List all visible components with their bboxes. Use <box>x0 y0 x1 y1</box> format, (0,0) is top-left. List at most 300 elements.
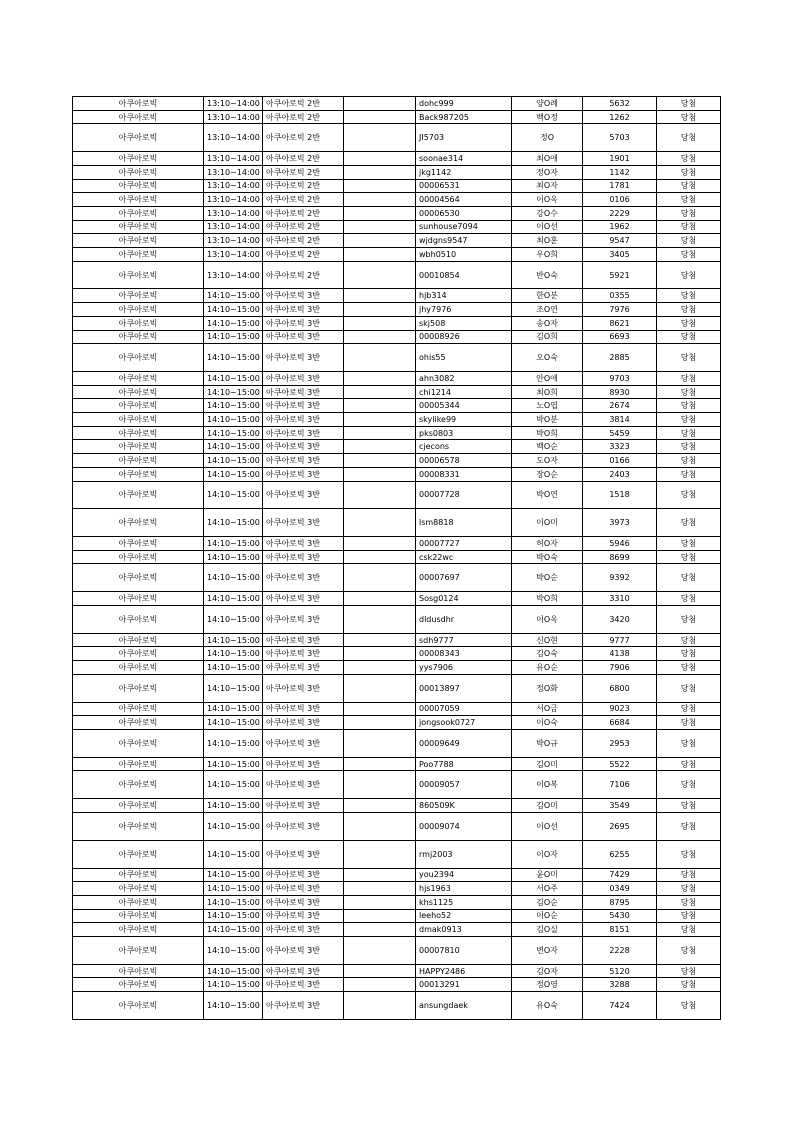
program-cell: 아쿠아로빅 <box>73 674 204 702</box>
phone-suffix-cell: 3323 <box>583 440 657 454</box>
time-cell: 13:10~14:00 <box>204 247 263 261</box>
blank-cell <box>344 674 416 702</box>
class-cell: 아쿠아로빅 3반 <box>263 647 344 661</box>
table-row <box>73 220 721 234</box>
table-row <box>73 550 721 564</box>
result-cell: 당첨 <box>657 467 721 481</box>
user-id-cell: dldusdhr <box>416 605 512 633</box>
blank-cell <box>344 730 416 758</box>
time-cell: 14:10~15:00 <box>204 592 263 606</box>
phone-suffix-cell: 6693 <box>583 330 657 344</box>
class-cell: 아쿠아로빅 3반 <box>263 385 344 399</box>
user-id-cell: 00007810 <box>416 937 512 965</box>
table-row <box>73 152 721 166</box>
result-cell: 당첨 <box>657 124 721 152</box>
program-cell: 아쿠아로빅 <box>73 592 204 606</box>
user-id-cell: JI5703 <box>416 124 512 152</box>
table-row <box>73 97 721 111</box>
user-id-cell: ohis55 <box>416 344 512 372</box>
time-cell: 14:10~15:00 <box>204 757 263 771</box>
blank-cell <box>344 661 416 675</box>
name-cell: 박O분 <box>512 413 583 427</box>
table-row <box>73 674 721 702</box>
phone-suffix-cell: 8621 <box>583 316 657 330</box>
time-cell: 14:10~15:00 <box>204 509 263 537</box>
phone-suffix-cell: 5921 <box>583 261 657 289</box>
blank-cell <box>344 440 416 454</box>
result-cell: 당첨 <box>657 234 721 248</box>
blank-cell <box>344 771 416 799</box>
program-cell: 아쿠아로빅 <box>73 799 204 813</box>
time-cell: 14:10~15:00 <box>204 978 263 992</box>
phone-suffix-cell: 8699 <box>583 550 657 564</box>
result-cell: 당첨 <box>657 605 721 633</box>
class-cell: 아쿠아로빅 3반 <box>263 923 344 937</box>
phone-suffix-cell: 4138 <box>583 647 657 661</box>
program-cell: 아쿠아로빅 <box>73 937 204 965</box>
program-cell: 아쿠아로빅 <box>73 372 204 386</box>
time-cell: 14:10~15:00 <box>204 674 263 702</box>
time-cell: 14:10~15:00 <box>204 882 263 896</box>
result-cell: 당첨 <box>657 647 721 661</box>
result-cell: 당첨 <box>657 179 721 193</box>
phone-suffix-cell: 1142 <box>583 165 657 179</box>
result-cell: 당첨 <box>657 909 721 923</box>
program-cell: 아쿠아로빅 <box>73 193 204 207</box>
result-cell: 당첨 <box>657 937 721 965</box>
program-cell: 아쿠아로빅 <box>73 633 204 647</box>
time-cell: 14:10~15:00 <box>204 661 263 675</box>
name-cell: 김O희 <box>512 330 583 344</box>
class-cell: 아쿠아로빅 3반 <box>263 868 344 882</box>
user-id-cell: dohc999 <box>416 97 512 111</box>
table-row <box>73 179 721 193</box>
class-cell: 아쿠아로빅 3반 <box>263 909 344 923</box>
time-cell: 14:10~15:00 <box>204 481 263 509</box>
result-cell: 당첨 <box>657 895 721 909</box>
phone-suffix-cell: 2695 <box>583 812 657 840</box>
name-cell: 조O연 <box>512 303 583 317</box>
table-row <box>73 165 721 179</box>
user-id-cell: 00009649 <box>416 730 512 758</box>
name-cell: 박O순 <box>512 564 583 592</box>
class-cell: 아쿠아로빅 3반 <box>263 674 344 702</box>
phone-suffix-cell: 2953 <box>583 730 657 758</box>
name-cell: 김O실 <box>512 923 583 937</box>
result-cell: 당첨 <box>657 316 721 330</box>
program-cell: 아쿠아로빅 <box>73 509 204 537</box>
name-cell: 최O훈 <box>512 234 583 248</box>
result-cell: 당첨 <box>657 481 721 509</box>
time-cell: 14:10~15:00 <box>204 467 263 481</box>
program-cell: 아쿠아로빅 <box>73 978 204 992</box>
result-cell: 당첨 <box>657 206 721 220</box>
table-row <box>73 399 721 413</box>
class-cell: 아쿠아로빅 3반 <box>263 550 344 564</box>
class-cell: 아쿠아로빅 3반 <box>263 895 344 909</box>
class-cell: 아쿠아로빅 3반 <box>263 730 344 758</box>
phone-suffix-cell: 5946 <box>583 537 657 551</box>
table-row <box>73 261 721 289</box>
phone-suffix-cell: 9703 <box>583 372 657 386</box>
class-cell: 아쿠아로빅 2반 <box>263 247 344 261</box>
phone-suffix-cell: 2885 <box>583 344 657 372</box>
user-id-cell: 00007059 <box>416 702 512 716</box>
class-cell: 아쿠아로빅 3반 <box>263 771 344 799</box>
time-cell: 13:10~14:00 <box>204 152 263 166</box>
name-cell: 이O옥 <box>512 605 583 633</box>
user-id-cell: 00007727 <box>416 537 512 551</box>
user-id-cell: 00008926 <box>416 330 512 344</box>
user-id-cell: ansungdaek <box>416 992 512 1020</box>
result-cell: 당첨 <box>657 110 721 124</box>
table-row <box>73 937 721 965</box>
name-cell: 송O자 <box>512 316 583 330</box>
program-cell: 아쿠아로빅 <box>73 97 204 111</box>
program-cell: 아쿠아로빅 <box>73 882 204 896</box>
time-cell: 14:10~15:00 <box>204 413 263 427</box>
class-cell: 아쿠아로빅 3반 <box>263 344 344 372</box>
class-cell: 아쿠아로빅 2반 <box>263 110 344 124</box>
user-id-cell: 00008343 <box>416 647 512 661</box>
table-row <box>73 303 721 317</box>
name-cell: 신O현 <box>512 633 583 647</box>
class-cell: 아쿠아로빅 3반 <box>263 799 344 813</box>
blank-cell <box>344 895 416 909</box>
program-cell: 아쿠아로빅 <box>73 992 204 1020</box>
time-cell: 14:10~15:00 <box>204 454 263 468</box>
time-cell: 14:10~15:00 <box>204 799 263 813</box>
name-cell: 이O복 <box>512 771 583 799</box>
time-cell: 14:10~15:00 <box>204 537 263 551</box>
result-cell: 당첨 <box>657 840 721 868</box>
time-cell: 14:10~15:00 <box>204 344 263 372</box>
phone-suffix-cell: 1518 <box>583 481 657 509</box>
result-cell: 당첨 <box>657 550 721 564</box>
table-row <box>73 605 721 633</box>
result-cell: 당첨 <box>657 165 721 179</box>
class-cell: 아쿠아로빅 2반 <box>263 234 344 248</box>
class-cell: 아쿠아로빅 3반 <box>263 303 344 317</box>
blank-cell <box>344 812 416 840</box>
result-cell: 당첨 <box>657 771 721 799</box>
program-cell: 아쿠아로빅 <box>73 152 204 166</box>
time-cell: 14:10~15:00 <box>204 316 263 330</box>
phone-suffix-cell: 5120 <box>583 964 657 978</box>
name-cell: 박O규 <box>512 730 583 758</box>
name-cell: 이O선 <box>512 220 583 234</box>
user-id-cell: 00006530 <box>416 206 512 220</box>
phone-suffix-cell: 7906 <box>583 661 657 675</box>
user-id-cell: 00013897 <box>416 674 512 702</box>
name-cell: 김O미 <box>512 799 583 813</box>
time-cell: 13:10~14:00 <box>204 206 263 220</box>
blank-cell <box>344 247 416 261</box>
time-cell: 14:10~15:00 <box>204 440 263 454</box>
user-id-cell: Poo7788 <box>416 757 512 771</box>
name-cell: 강O수 <box>512 206 583 220</box>
name-cell: 김O자 <box>512 964 583 978</box>
class-cell: 아쿠아로빅 3반 <box>263 316 344 330</box>
time-cell: 14:10~15:00 <box>204 716 263 730</box>
user-id-cell: 00006578 <box>416 454 512 468</box>
class-cell: 아쿠아로빅 3반 <box>263 426 344 440</box>
blank-cell <box>344 537 416 551</box>
table-row <box>73 289 721 303</box>
blank-cell <box>344 344 416 372</box>
program-cell: 아쿠아로빅 <box>73 702 204 716</box>
table-row <box>73 840 721 868</box>
table-row <box>73 385 721 399</box>
phone-suffix-cell: 8151 <box>583 923 657 937</box>
time-cell: 13:10~14:00 <box>204 261 263 289</box>
table-row <box>73 882 721 896</box>
result-cell: 당첨 <box>657 426 721 440</box>
blank-cell <box>344 509 416 537</box>
phone-suffix-cell: 1262 <box>583 110 657 124</box>
time-cell: 14:10~15:00 <box>204 964 263 978</box>
result-cell: 당첨 <box>657 757 721 771</box>
name-cell: 서O금 <box>512 702 583 716</box>
name-cell: 박O숙 <box>512 550 583 564</box>
blank-cell <box>344 399 416 413</box>
phone-suffix-cell: 1962 <box>583 220 657 234</box>
result-cell: 당첨 <box>657 812 721 840</box>
program-cell: 아쿠아로빅 <box>73 234 204 248</box>
program-cell: 아쿠아로빅 <box>73 564 204 592</box>
table-row <box>73 372 721 386</box>
class-cell: 아쿠아로빅 2반 <box>263 97 344 111</box>
result-cell: 당첨 <box>657 385 721 399</box>
table-row <box>73 716 721 730</box>
table-row <box>73 868 721 882</box>
class-cell: 아쿠아로빅 2반 <box>263 220 344 234</box>
name-cell: 양O례 <box>512 97 583 111</box>
table-row <box>73 481 721 509</box>
blank-cell <box>344 937 416 965</box>
time-cell: 14:10~15:00 <box>204 605 263 633</box>
user-id-cell: rmj2003 <box>416 840 512 868</box>
class-cell: 아쿠아로빅 2반 <box>263 152 344 166</box>
class-cell: 아쿠아로빅 3반 <box>263 882 344 896</box>
user-id-cell: 860509K <box>416 799 512 813</box>
class-cell: 아쿠아로빅 2반 <box>263 165 344 179</box>
user-id-cell: Back987205 <box>416 110 512 124</box>
table-row <box>73 647 721 661</box>
table-row <box>73 964 721 978</box>
program-cell: 아쿠아로빅 <box>73 165 204 179</box>
blank-cell <box>344 923 416 937</box>
blank-cell <box>344 110 416 124</box>
user-id-cell: jongsook0727 <box>416 716 512 730</box>
name-cell: 이O자 <box>512 840 583 868</box>
name-cell: 최O자 <box>512 179 583 193</box>
result-cell: 당첨 <box>657 454 721 468</box>
time-cell: 14:10~15:00 <box>204 923 263 937</box>
name-cell: 정O화 <box>512 674 583 702</box>
blank-cell <box>344 97 416 111</box>
result-cell: 당첨 <box>657 220 721 234</box>
user-id-cell: 00009074 <box>416 812 512 840</box>
class-cell: 아쿠아로빅 3반 <box>263 454 344 468</box>
phone-suffix-cell: 8795 <box>583 895 657 909</box>
user-id-cell: yys7906 <box>416 661 512 675</box>
name-cell: 윤O미 <box>512 868 583 882</box>
program-cell: 아쿠아로빅 <box>73 964 204 978</box>
class-cell: 아쿠아로빅 2반 <box>263 193 344 207</box>
class-cell: 아쿠아로빅 3반 <box>263 992 344 1020</box>
program-cell: 아쿠아로빅 <box>73 716 204 730</box>
blank-cell <box>344 206 416 220</box>
name-cell: 백O순 <box>512 440 583 454</box>
blank-cell <box>344 799 416 813</box>
class-cell: 아쿠아로빅 2반 <box>263 206 344 220</box>
phone-suffix-cell: 8930 <box>583 385 657 399</box>
program-cell: 아쿠아로빅 <box>73 771 204 799</box>
result-cell: 당첨 <box>657 799 721 813</box>
table-row <box>73 771 721 799</box>
result-cell: 당첨 <box>657 564 721 592</box>
phone-suffix-cell: 1901 <box>583 152 657 166</box>
program-cell: 아쿠아로빅 <box>73 385 204 399</box>
time-cell: 13:10~14:00 <box>204 110 263 124</box>
phone-suffix-cell: 5430 <box>583 909 657 923</box>
class-cell: 아쿠아로빅 3반 <box>263 716 344 730</box>
blank-cell <box>344 992 416 1020</box>
blank-cell <box>344 633 416 647</box>
phone-suffix-cell: 5703 <box>583 124 657 152</box>
name-cell: 박O희 <box>512 592 583 606</box>
table-row <box>73 895 721 909</box>
class-cell: 아쿠아로빅 3반 <box>263 592 344 606</box>
program-cell: 아쿠아로빅 <box>73 399 204 413</box>
table-row <box>73 426 721 440</box>
program-cell: 아쿠아로빅 <box>73 220 204 234</box>
name-cell: 서O주 <box>512 882 583 896</box>
name-cell: 반O숙 <box>512 261 583 289</box>
class-cell: 아쿠아로빅 3반 <box>263 467 344 481</box>
class-cell: 아쿠아로빅 2반 <box>263 179 344 193</box>
table-row <box>73 509 721 537</box>
user-id-cell: chi1214 <box>416 385 512 399</box>
name-cell: 이O옥 <box>512 193 583 207</box>
result-cell: 당첨 <box>657 537 721 551</box>
result-cell: 당첨 <box>657 964 721 978</box>
blank-cell <box>344 454 416 468</box>
blank-cell <box>344 757 416 771</box>
time-cell: 13:10~14:00 <box>204 165 263 179</box>
phone-suffix-cell: 6684 <box>583 716 657 730</box>
blank-cell <box>344 716 416 730</box>
class-cell: 아쿠아로빅 3반 <box>263 812 344 840</box>
user-id-cell: skylike99 <box>416 413 512 427</box>
result-cell: 당첨 <box>657 923 721 937</box>
time-cell: 14:10~15:00 <box>204 647 263 661</box>
program-cell: 아쿠아로빅 <box>73 261 204 289</box>
program-cell: 아쿠아로빅 <box>73 550 204 564</box>
name-cell: 장O순 <box>512 467 583 481</box>
blank-cell <box>344 289 416 303</box>
blank-cell <box>344 385 416 399</box>
blank-cell <box>344 165 416 179</box>
blank-cell <box>344 550 416 564</box>
phone-suffix-cell: 9392 <box>583 564 657 592</box>
user-id-cell: Sosg0124 <box>416 592 512 606</box>
phone-suffix-cell: 9547 <box>583 234 657 248</box>
blank-cell <box>344 481 416 509</box>
class-cell: 아쿠아로빅 2반 <box>263 124 344 152</box>
phone-suffix-cell: 3549 <box>583 799 657 813</box>
class-cell: 아쿠아로빅 3반 <box>263 564 344 592</box>
program-cell: 아쿠아로빅 <box>73 812 204 840</box>
user-id-cell: 00006531 <box>416 179 512 193</box>
lottery-result-page <box>72 96 720 1020</box>
blank-cell <box>344 978 416 992</box>
table-row <box>73 206 721 220</box>
blank-cell <box>344 647 416 661</box>
name-cell: 박O희 <box>512 426 583 440</box>
class-cell: 아쿠아로빅 3반 <box>263 413 344 427</box>
phone-suffix-cell: 0106 <box>583 193 657 207</box>
result-cell: 당첨 <box>657 702 721 716</box>
phone-suffix-cell: 6255 <box>583 840 657 868</box>
program-cell: 아쿠아로빅 <box>73 923 204 937</box>
user-id-cell: skj508 <box>416 316 512 330</box>
blank-cell <box>344 840 416 868</box>
program-cell: 아쿠아로빅 <box>73 467 204 481</box>
result-cell: 당첨 <box>657 440 721 454</box>
result-cell: 당첨 <box>657 193 721 207</box>
program-cell: 아쿠아로빅 <box>73 289 204 303</box>
name-cell: 정O자 <box>512 165 583 179</box>
user-id-cell: wjdgns9547 <box>416 234 512 248</box>
user-id-cell: 00010854 <box>416 261 512 289</box>
time-cell: 13:10~14:00 <box>204 97 263 111</box>
class-cell: 아쿠아로빅 3반 <box>263 440 344 454</box>
user-id-cell: sunhouse7094 <box>416 220 512 234</box>
phone-suffix-cell: 5632 <box>583 97 657 111</box>
blank-cell <box>344 303 416 317</box>
blank-cell <box>344 467 416 481</box>
phone-suffix-cell: 0166 <box>583 454 657 468</box>
blank-cell <box>344 124 416 152</box>
program-cell: 아쿠아로빅 <box>73 840 204 868</box>
table-row <box>73 413 721 427</box>
phone-suffix-cell: 9777 <box>583 633 657 647</box>
result-cell: 당첨 <box>657 978 721 992</box>
user-id-cell: hjs1963 <box>416 882 512 896</box>
phone-suffix-cell: 0355 <box>583 289 657 303</box>
program-cell: 아쿠아로빅 <box>73 757 204 771</box>
blank-cell <box>344 152 416 166</box>
user-id-cell: wbh0510 <box>416 247 512 261</box>
blank-cell <box>344 330 416 344</box>
program-cell: 아쿠아로빅 <box>73 426 204 440</box>
class-cell: 아쿠아로빅 3반 <box>263 937 344 965</box>
time-cell: 14:10~15:00 <box>204 399 263 413</box>
phone-suffix-cell: 7424 <box>583 992 657 1020</box>
program-cell: 아쿠아로빅 <box>73 330 204 344</box>
table-row <box>73 344 721 372</box>
user-id-cell: soonae314 <box>416 152 512 166</box>
name-cell: 이O미 <box>512 509 583 537</box>
class-cell: 아쿠아로빅 3반 <box>263 509 344 537</box>
name-cell: 이O숙 <box>512 716 583 730</box>
name-cell: 최O애 <box>512 152 583 166</box>
time-cell: 14:10~15:00 <box>204 564 263 592</box>
blank-cell <box>344 179 416 193</box>
blank-cell <box>344 592 416 606</box>
